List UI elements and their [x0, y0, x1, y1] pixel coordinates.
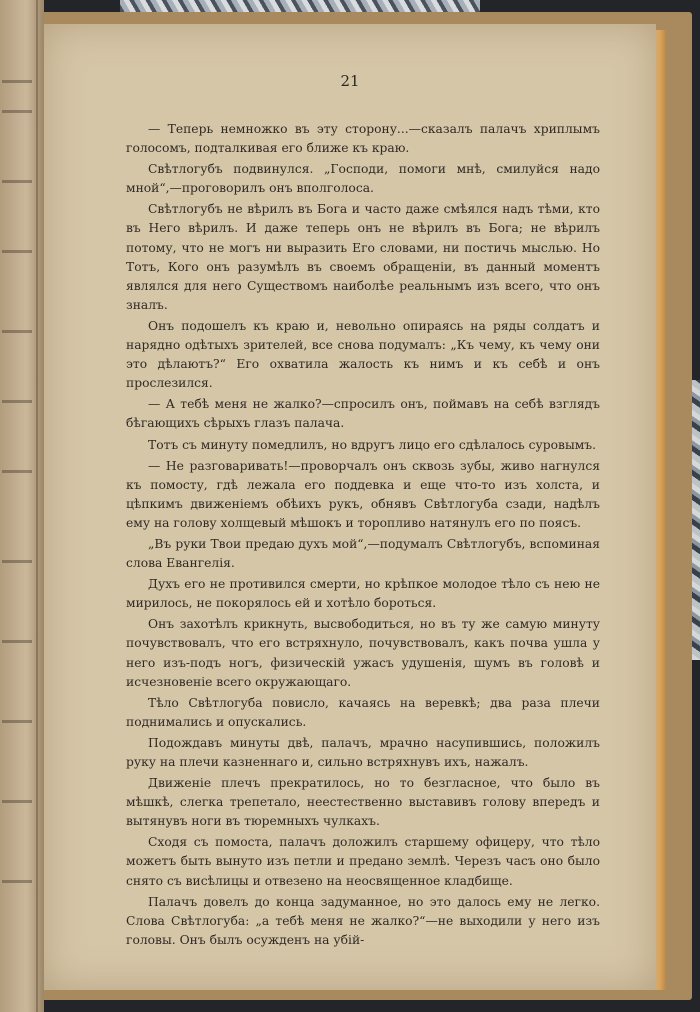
- paragraph: Палачъ довелъ до конца задуманное, но это далось ему не легко. Слова Свѣтлогуба: „а тебѣ меня не жалко?“—не выходили у него изъ головы. Онъ былъ осужденъ на убій-: [126, 894, 600, 947]
- paragraph: Свѣтлогубъ подвинулся. „Господи, помоги мнѣ, смилуйся надо мной“,—проговорилъ онъ вполголоса.: [126, 162, 600, 196]
- left-page-text-fragment: [2, 110, 32, 113]
- paragraph: — Теперь немножко въ эту сторону...—сказалъ палачъ хриплымъ голосомъ, подталкивая его ближе къ краю.: [126, 122, 600, 156]
- left-page-text-fragment: [2, 250, 32, 253]
- left-page-text-fragment: [2, 400, 32, 403]
- left-page-text-fragment: [2, 640, 32, 643]
- page-fold: [36, 0, 38, 1012]
- left-page-text-fragment: [2, 330, 32, 333]
- left-page-text-fragment: [2, 470, 32, 473]
- paragraph: Свѣтлогубъ не вѣрилъ въ Бога и часто даже смѣялся надъ тѣми, кто въ Него вѣрилъ. И даже теперь онъ не вѣрилъ въ Бога; не вѣрилъ потому, что не могъ ни выразить Его словами, ни постичь мыслью. Но Тотъ, Кого онъ разумѣлъ въ своемъ обращеніи, въ данный моментъ являлся для него Существомъ наиболѣе реальнымъ изъ всего, что онъ зналъ.: [126, 202, 600, 312]
- paragraph: Онъ подошелъ къ краю и, невольно опираясь на ряды солдатъ и нарядно одѣтыхъ зрителей, все снова подумалъ: „Къ чему, къ чему они это дѣлаютъ?“ Его охватила жалость къ нимъ и къ себѣ и онъ прослезился.: [126, 318, 600, 391]
- paragraph: Тотъ съ минуту помедлилъ, но вдругъ лицо его сдѣлалось суровымъ.: [148, 437, 597, 452]
- left-page-text-fragment: [2, 80, 32, 83]
- left-page-text-fragment: [2, 880, 32, 883]
- page-number: 21: [340, 72, 360, 90]
- left-page-text-fragment: [2, 560, 32, 563]
- paragraph: Сходя съ помоста, палачъ доложилъ старшему офицеру, что тѣло можетъ быть вынуто изъ петли и предано землѣ. Черезъ часъ оно было снято съ висѣлицы и отвезено на неосвященное кладбище.: [126, 835, 600, 888]
- paragraph: „Въ руки Твои предаю духъ мой“,—подумалъ Свѣтлогубъ, вспоминая слова Евангелія.: [126, 536, 600, 571]
- left-page-text-fragment: [2, 720, 32, 723]
- paragraph: Духъ его не противился смерти, но крѣпкое молодое тѣло съ нею не мирилось, не покорялось ей и хотѣло бороться.: [126, 577, 600, 611]
- paragraph: — А тебѣ меня не жалко?—спросилъ онъ, поймавъ на себѣ взглядъ бѣгающихъ сѣрыхъ глазъ палача.: [126, 397, 600, 431]
- previous-page-edge: [0, 0, 44, 1012]
- paragraph: — Не разговаривать!—проворчалъ онъ сквозь зубы, живо нагнулся къ помосту, гдѣ лежала его поддевка и еще что-то изъ холста, и цѣпкимъ движеніемъ обѣихъ рукъ, обнявъ Свѣтлогуба сзади, надѣлъ ему на голову холщевый мѣшокъ и торопливо натянулъ его по поясъ.: [126, 458, 600, 530]
- left-page-text-fragment: [2, 800, 32, 803]
- paragraph: Подождавъ минуты двѣ, палачъ, мрачно насупившись, положилъ руку на плечи казненнаго и, сильно встряхнувъ ихъ, нажалъ.: [126, 735, 600, 769]
- book-page: [44, 24, 656, 990]
- paragraph: Тѣло Свѣтлогуба повисло, качаясь на веревкѣ; два раза плечи поднимались и опускались.: [126, 695, 600, 729]
- left-page-text-fragment: [2, 180, 32, 183]
- paragraph: Движеніе плечъ прекратилось, но то безгласное, что было въ мѣшкѣ, слегка трепетало, неестественно выставивъ голову впередъ и вытянувъ ноги въ тюремныхъ чулкахъ.: [126, 776, 600, 829]
- page-text: [126, 120, 600, 952]
- paragraph: Онъ захотѣлъ крикнуть, высвободиться, но въ ту же самую минуту почувствовалъ, что его встряхнуло, почувствовалъ, какъ почва ушла у него изъ-подъ ногъ, физическій ужасъ удушенія, шумъ въ головѣ и исчезновеніе всего окружающаго.: [126, 617, 600, 689]
